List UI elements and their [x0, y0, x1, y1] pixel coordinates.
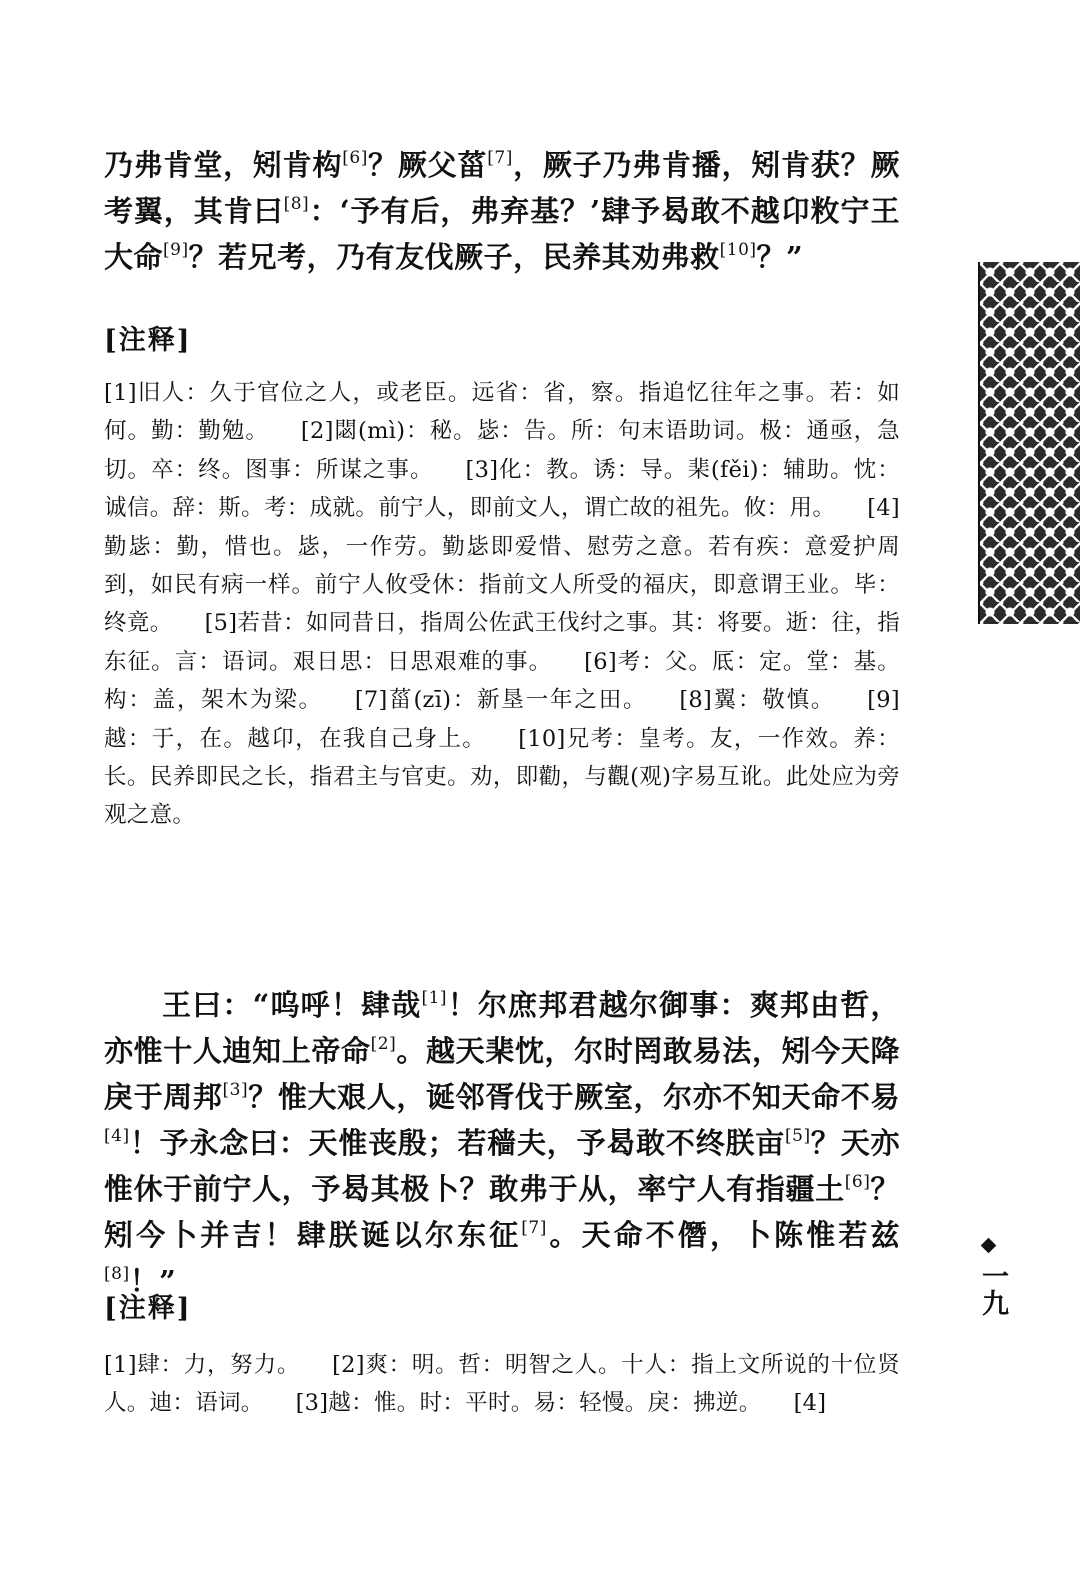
main-paragraph-2 [104, 982, 900, 1304]
main-text-segment: ：‘予有后，弗弃基？’肆予曷敢不越卬敉宁王大命 [104, 194, 900, 274]
main-text-segment: ！予永念曰：天惟丧殷；若穑夫，予曷敢不终朕亩 [129, 1126, 786, 1160]
footnote-ref: [7] [487, 148, 513, 168]
footnote-ref: [4] [104, 1126, 130, 1146]
notes-1 [104, 374, 900, 835]
main-text-segment: ？” [756, 240, 804, 274]
diamond-icon [981, 1238, 997, 1254]
note-item: [4] [793, 1390, 827, 1417]
main-text-segment: 乃弗肯堂，矧肯构 [104, 148, 343, 182]
main-text-1 [104, 142, 900, 280]
main-text-segment: ，厥子乃弗肯播，矧肯获？厥考翼，其肯曰 [104, 148, 900, 228]
footnote-ref: [1] [421, 988, 448, 1008]
main-paragraph-1 [104, 142, 900, 280]
notes-heading-2: [注释] [104, 1293, 192, 1324]
footnote-ref: [7] [521, 1218, 547, 1238]
page-number: 一九 [977, 1262, 1008, 1316]
main-text-segment: ？天亦惟休于前宁人，予曷其极卜？敢弗于从，率宁人有指疆土 [104, 1126, 900, 1206]
notes-2 [104, 1346, 900, 1423]
note-item: [10]兄考：皇考。友，一作效。养：长。民养即民之长，指君主与官吏。劝，即勸，与觀(观)字易互讹。此处应为旁观之意。 [104, 725, 900, 829]
main-text-2 [104, 982, 900, 1304]
footnote-ref: [8] [104, 1264, 130, 1284]
note-item: [3]越：惟。时：平时。易：轻慢。戾：拂逆。 [295, 1390, 762, 1417]
footnote-ref: [10] [719, 240, 757, 260]
note-item: [1]肆：力，努力。 [104, 1352, 301, 1378]
notes-heading-1: [注释] [104, 325, 192, 356]
note-item: [9]越：于，在。越卬，在我自己身上。 [104, 687, 901, 752]
footnote-ref: [2] [370, 1034, 397, 1054]
note-item: [1]旧人：久于官位之人，或老臣。远省：省，察。指追忆往年之事。若：如何。勤：勤勉。 [104, 380, 900, 445]
footnote-ref: [3] [222, 1080, 249, 1100]
footnote-ref: [5] [785, 1126, 811, 1146]
footnote-ref: [6] [342, 148, 368, 168]
main-text-segment: ？矧今卜并吉！肆朕诞以尔东征 [104, 1172, 900, 1252]
note-item: [7]菑(zī)：新垦一年之田。 [354, 687, 648, 714]
main-text-segment: ？惟大艰人，诞邻胥伐于厥室，尔亦不知天命不易 [248, 1080, 900, 1114]
note-item: [2]爽：明。哲：明智之人。十人：指上文所说的十位贤人。迪：语词。 [104, 1352, 900, 1417]
main-text-segment: 王曰：“呜呼！肆哉 [162, 988, 422, 1022]
note-item: [6]考：父。厎：定。堂：基。构：盖，架木为梁。 [104, 648, 900, 714]
main-text-segment: 。越天棐忱，尔时罔敢易法，矧今天降戾于周邦 [104, 1034, 900, 1114]
main-text-segment: ！” [129, 1264, 177, 1298]
note-item: [2]閟(mì)：秘。毖：告。所：句末语助词。极：通亟，急切。卒：终。图事：所谋之事。 [104, 418, 900, 483]
note-item: [4]勤毖：勤，惜也。毖，一作劳。勤毖即爱惜、慰劳之意。若有疾：意爱护周到，如民有病一样。前宁人攸受休：指前文人所受的福庆，即意谓王业。毕：终竟。 [104, 495, 900, 637]
main-text-segment: 。天命不僭，卜陈惟若兹 [546, 1218, 900, 1252]
main-text-segment: ？厥父菑 [367, 148, 488, 182]
decorative-edge-band [978, 262, 1080, 624]
footnote-ref: [9] [163, 240, 189, 260]
note-item: [3]化：教。诱：导。棐(fěi)：辅助。忱：诚信。辞：斯。考：成就。前宁人，即前文人，谓亡故的祖先。攸：用。 [104, 456, 900, 522]
footnote-ref: [8] [283, 194, 310, 214]
main-text-segment: ？若兄考，乃有友伐厥子，民养其劝弗救 [188, 240, 720, 274]
note-item: [5]若昔：如同昔日，指周公佐武王伐纣之事。其：将要。逝：往，指东征。言：语词。艰日思：日思艰难的事。 [104, 610, 900, 675]
footnote-ref: [6] [844, 1172, 871, 1192]
note-item: [8]翼：敬慎。 [679, 687, 836, 714]
main-text-segment: ！尔庶邦君越尔御事：爽邦由哲，亦惟十人迪知上帝命 [104, 988, 900, 1068]
